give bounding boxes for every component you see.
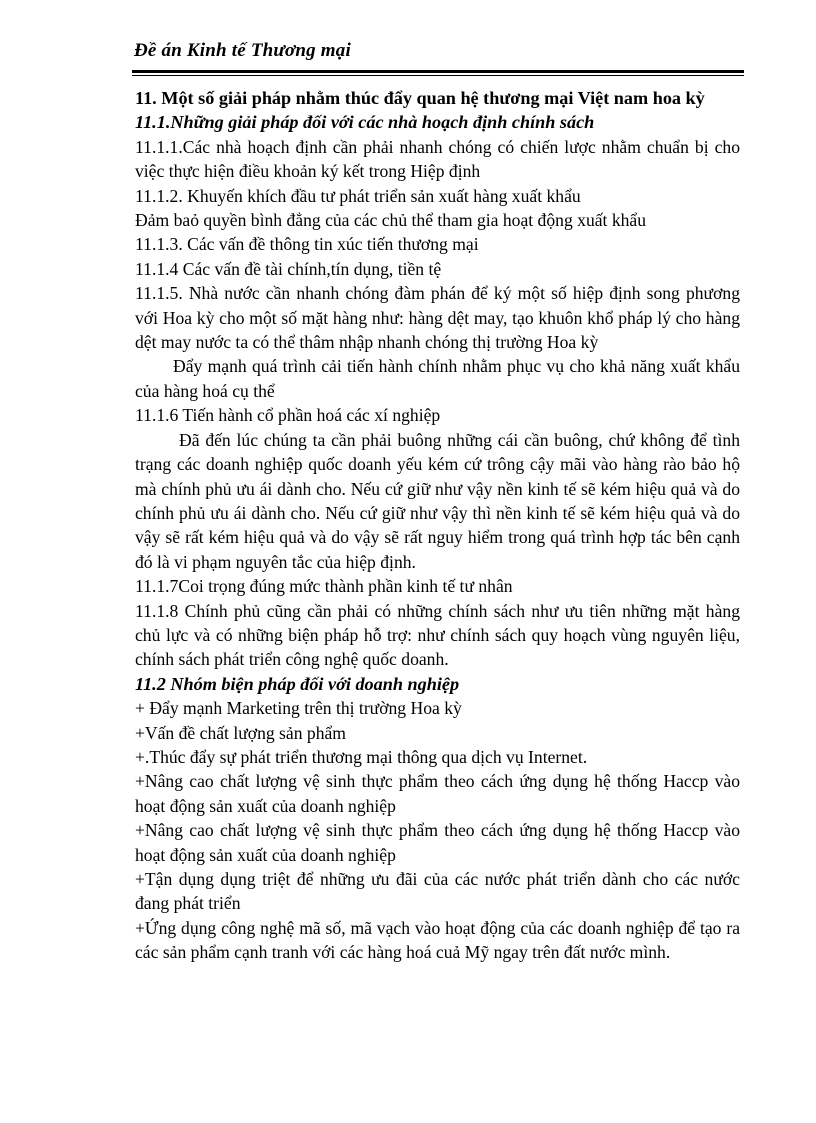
section-heading-11-1: 11.1.Những giải pháp đối với các nhà hoạch định chính sách [135,112,595,133]
header-rule-thin [132,75,744,76]
bullet-item: +Vấn đề chất lượng sản phẩm [135,722,346,743]
paragraph-11-1-4: 11.1.4 Các vấn đề tài chính,tín dụng, tiền tệ [135,258,442,279]
section-heading-11: 11. Một số giải pháp nhằm thúc đẩy quan hệ thương mại Việt nam hoa kỳ [135,88,705,108]
document-body [135,86,740,965]
page-header-title: Đề án Kinh tế Thương mại [134,40,351,61]
bullet-item: +.Thúc đẩy sự phát triển thương mại thông qua dịch vụ Internet. [135,746,588,767]
bullet-item: +Nâng cao chất lượng vệ sinh thực phẩm theo cách ứng dụng hệ thống Haccp vào hoạt động sản xuất của doanh nghiệp [135,771,740,816]
bullet-item: +Ứng dụng công nghệ mã số, mã vạch vào hoạt động của các doanh nghiệp để tạo ra các sản phẩm cạnh tranh với các hàng hoá cuả Mỹ ngay trên đất nước mình. [135,917,740,963]
section-heading-11-2: 11.2 Nhóm biện pháp đối với doanh nghiệp [135,673,460,694]
paragraph-11-1-2: 11.1.2. Khuyến khích đầu tư phát triển sản xuất hàng xuất khẩu [135,185,581,206]
bullet-item: +Nâng cao chất lượng vệ sinh thực phẩm theo cách ứng dụng hệ thống Haccp vào hoạt động sản xuất của doanh nghiệp [135,820,740,865]
paragraph-11-1-5: 11.1.5. Nhà nước cần nhanh chóng đàm phán để ký một số hiệp định song phương với Hoa kỳ cho một số mặt hàng như: hàng dệt may, tạo khuôn khổ pháp lý cho hàng dệt may nước ta có thể thâm nhập nhanh chóng thị trường Hoa kỳ [135,283,740,353]
bullet-item: + Đẩy mạnh Marketing trên thị trường Hoa kỳ [135,698,462,719]
paragraph-11-1-1: 11.1.1.Các nhà hoạch định cần phải nhanh chóng có chiến lược nhằm chuẩn bị cho việc thực hiện điều khoản ký kết trong Hiệp định [135,136,740,182]
paragraph-admin-reform: Đẩy mạnh quá trình cải tiến hành chính nhằm phục vụ cho khả năng xuất khẩu của hàng hoá cụ thể [135,356,740,401]
bullet-item: +Tận dụng dụng triệt để những ưu đãi của các nước phát triển dành cho các nước đang phát triển [135,869,740,914]
header-rule-thick [132,70,744,73]
paragraph-11-1-3: 11.1.3. Các vấn đề thông tin xúc tiến thương mại [135,234,479,255]
paragraph-letting-go: Đã đến lúc chúng ta cần phải buông những cái cần buông, chứ không để tình trạng các doanh nghiệp quốc doanh yếu kém cứ trông cậy mãi vào hàng rào bảo hộ mà chính phủ ưu ái dành cho. Nếu cứ giữ như vậy nền kinh tế sẽ kém hiệu quả và do chính phủ ưu ái dành cho. Nếu cứ giữ như vậy thì nền kinh tế sẽ kém hiệu quả và do vậy sẽ rất kém hiệu quả và do vậy sẽ rất nguy hiểm trong quá trình hợp tác bên cạnh đó là vi phạm nguyên tắc của hiệp định. [135,429,740,572]
paragraph-11-1-6: 11.1.6 Tiến hành cổ phần hoá các xí nghiệp [135,405,441,426]
paragraph-equal-rights: Đảm baỏ quyền bình đẳng của các chủ thể tham gia hoạt động xuất khẩu [135,210,647,231]
paragraph-11-1-7: 11.1.7Coi trọng đúng mức thành phần kinh tế tư nhân [135,576,513,597]
paragraph-11-1-8: 11.1.8 Chính phủ cũng cần phải có những chính sách như ưu tiên những mặt hàng chủ lực và có những biện pháp hỗ trợ: như chính sách quy hoạch vùng nguyên liệu, chính sách phát triển công nghệ quốc doanh. [135,600,740,670]
